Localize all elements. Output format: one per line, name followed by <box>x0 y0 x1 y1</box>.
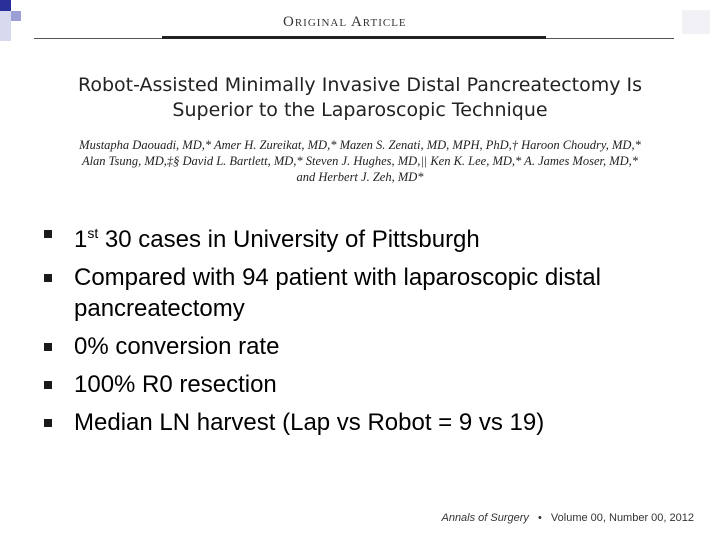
author-line-1: Mustapha Daouadi, MD,* Amer H. Zureikat, MD,* Mazen S. Zenati, MD, MPH, PhD,† Haroon Choudry, MD,* <box>79 138 641 152</box>
journal-name: Annals of Surgery <box>441 512 529 524</box>
citation-footer <box>441 512 694 524</box>
corner-decoration-dark <box>0 0 11 11</box>
author-line-3: and Herbert J. Zeh, MD* <box>296 170 424 184</box>
bullet-list <box>44 218 704 445</box>
section-label: Original Article <box>283 14 407 30</box>
bullet-square-icon <box>44 274 52 282</box>
page-corner-mark <box>682 10 710 34</box>
header-rule-thick <box>162 36 546 39</box>
footer-separator: • <box>537 512 542 524</box>
bullet-item <box>44 407 704 438</box>
bullet-item <box>44 262 704 324</box>
article-title-line-1: Robot-Assisted Minimally Invasive Distal Pancreatectomy Is <box>77 74 643 96</box>
bullet-text: 100% R0 resection <box>74 371 277 398</box>
bullet-text-prefix: 1 <box>74 226 88 253</box>
bullet-text: Compared with 94 patient with laparoscopic distal pancreatectomy <box>74 264 601 322</box>
issue-info: Volume 00, Number 00, 2012 <box>550 512 694 524</box>
corner-decoration-pale <box>0 11 11 41</box>
article-title-line-2: Superior to the Laparoscopic Technique <box>172 99 548 121</box>
bullet-square-icon <box>44 419 52 427</box>
bullet-square-icon <box>44 381 52 389</box>
corner-decoration-light <box>11 11 21 21</box>
author-list <box>40 137 680 185</box>
article-title <box>40 73 680 123</box>
author-line-2: Alan Tsung, MD,‡§ David L. Bartlett, MD,* Steven J. Hughes, MD,|| Ken K. Lee, MD,* A. James Moser, MD,* <box>81 154 639 168</box>
bullet-item <box>44 218 704 255</box>
bullet-item <box>44 369 704 400</box>
bullet-text-superscript: st <box>87 225 99 241</box>
bullet-text: 30 cases in University of Pittsburgh <box>98 226 480 253</box>
bullet-text: 0% conversion rate <box>74 333 280 360</box>
bullet-text: Median LN harvest (Lap vs Robot = 9 vs 19) <box>74 409 545 436</box>
bullet-square-icon <box>44 343 52 351</box>
bullet-square-icon <box>44 230 52 238</box>
bullet-item <box>44 331 704 362</box>
